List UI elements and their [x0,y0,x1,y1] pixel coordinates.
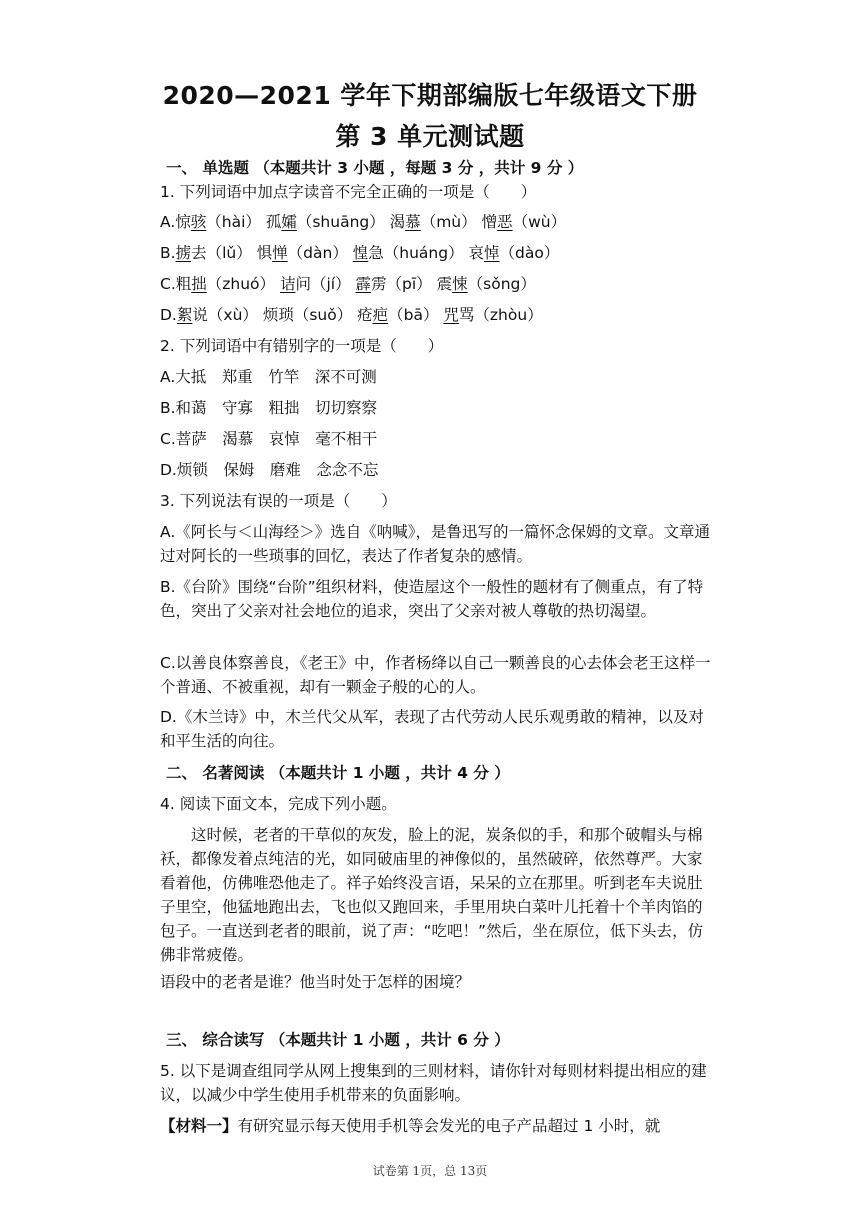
material-1-label: 【材料一】 [160,1117,238,1135]
section-heading-classic-reading: 二、 名著阅读 （本题共计 1 小题 ，共计 4 分 ） [166,764,510,782]
section-heading-single-choice: 一、 单选题 （本题共计 3 小题 ，每题 3 分 ，共计 9 分 ） [166,159,584,177]
document-title-line1: 2020—2021 学年下期部编版七年级语文下册 [162,81,698,110]
question-3-stem: 3. 下列说法有误的一项是（ ） [160,492,397,510]
question-2-option-c: C.菩萨 渴慕 哀悼 毫不相干 [160,430,378,448]
question-5-material-1 [160,1114,720,1138]
page-footer: 试卷第 1页，总 13页 [372,1164,488,1178]
question-1-option-a: A.惊骇（hài） 孤孀（shuāng） 渴慕（mù） 憎恶（wù） [160,213,567,231]
question-2-stem: 2. 下列词语中有错别字的一项是（ ） [160,337,444,355]
question-3-option-a: A.《阿长与＜山海经＞》选自《呐喊》，是鲁迅写的一篇怀念保姆的文章。文章通过对阿长的一些琐事的回忆，表达了作者复杂的感情。 [160,523,711,565]
question-5-stem: 5. 以下是调查组同学从网上搜集到的三则材料，请你针对每则材料提出相应的建议，以减少中学生使用手机带来的负面影响。 [160,1062,707,1104]
question-4-passage: 这时候，老者的干草似的灰发，脸上的泥，炭条似的手，和那个破帽头与棉袄，都像发着点纯洁的光，如同破庙里的神像似的，虽然破碎，依然尊严。大家看着他，仿佛唯恐他走了。祥子始终没言语，呆呆的立在那里。听到老车夫说肚子里空，他猛地跑出去，飞也似又跑回来，手里用块白菜叶儿托着十个羊肉馅的包子。一直送到老者的眼前，说了声：“吃吧！”然后，坐在原位，低下头去，仿佛非常疲倦。 [160,826,704,964]
material-1-text: 有研究显示每天使用手机等会发光的电子产品超过 1 小时，就 [237,1117,661,1135]
document-title-line2: 第 3 单元测试题 [335,122,525,151]
question-3-option-d: D.《木兰诗》中，木兰代父从军，表现了古代劳动人民乐观勇敢的精神，以及对和平生活的向往。 [160,708,704,750]
question-1-stem: 1. 下列词语中加点字读音不完全正确的一项是（ ） [160,183,537,201]
question-1-option-d: D.絮说（xù） 烦琐（suǒ） 疮疤（bā） 咒骂（zhòu） [160,306,543,324]
question-2-option-a: A.大抵 郑重 竹竿 深不可测 [160,368,377,386]
question-1-option-b: B.掳去（lǔ） 惧惮（dàn） 惶急（huáng） 哀悼（dào） [160,244,560,262]
question-1-option-c: C.粗拙（zhuó） 诘问（jí） 霹雳（pī） 震悚（sǒng） [160,275,536,293]
section-heading-reading-writing: 三、 综合读写 （本题共计 1 小题 ，共计 6 分 ） [166,1031,510,1049]
question-2-option-d: D.烦锁 保姆 磨难 念念不忘 [160,461,379,479]
question-3-option-c: C.以善良体察善良，《老王》中，作者杨绛以自己一颗善良的心去体会老王这样一个普通、不被重视，却有一颗金子般的心的人。 [160,654,711,696]
question-4-stem: 4. 阅读下面文本，完成下列小题。 [160,795,397,813]
question-4-prompt: 语段中的老者是谁？他当时处于怎样的困境？ [160,973,471,991]
question-3-option-b: B.《台阶》围绕“台阶”组织材料，使造屋这个一般性的题材有了侧重点，有了特色，突出了父亲对社会地位的追求，突出了父亲对被人尊敬的热切渴望。 [160,578,704,620]
question-2-option-b: B.和蔼 守寡 粗拙 切切察察 [160,399,378,417]
